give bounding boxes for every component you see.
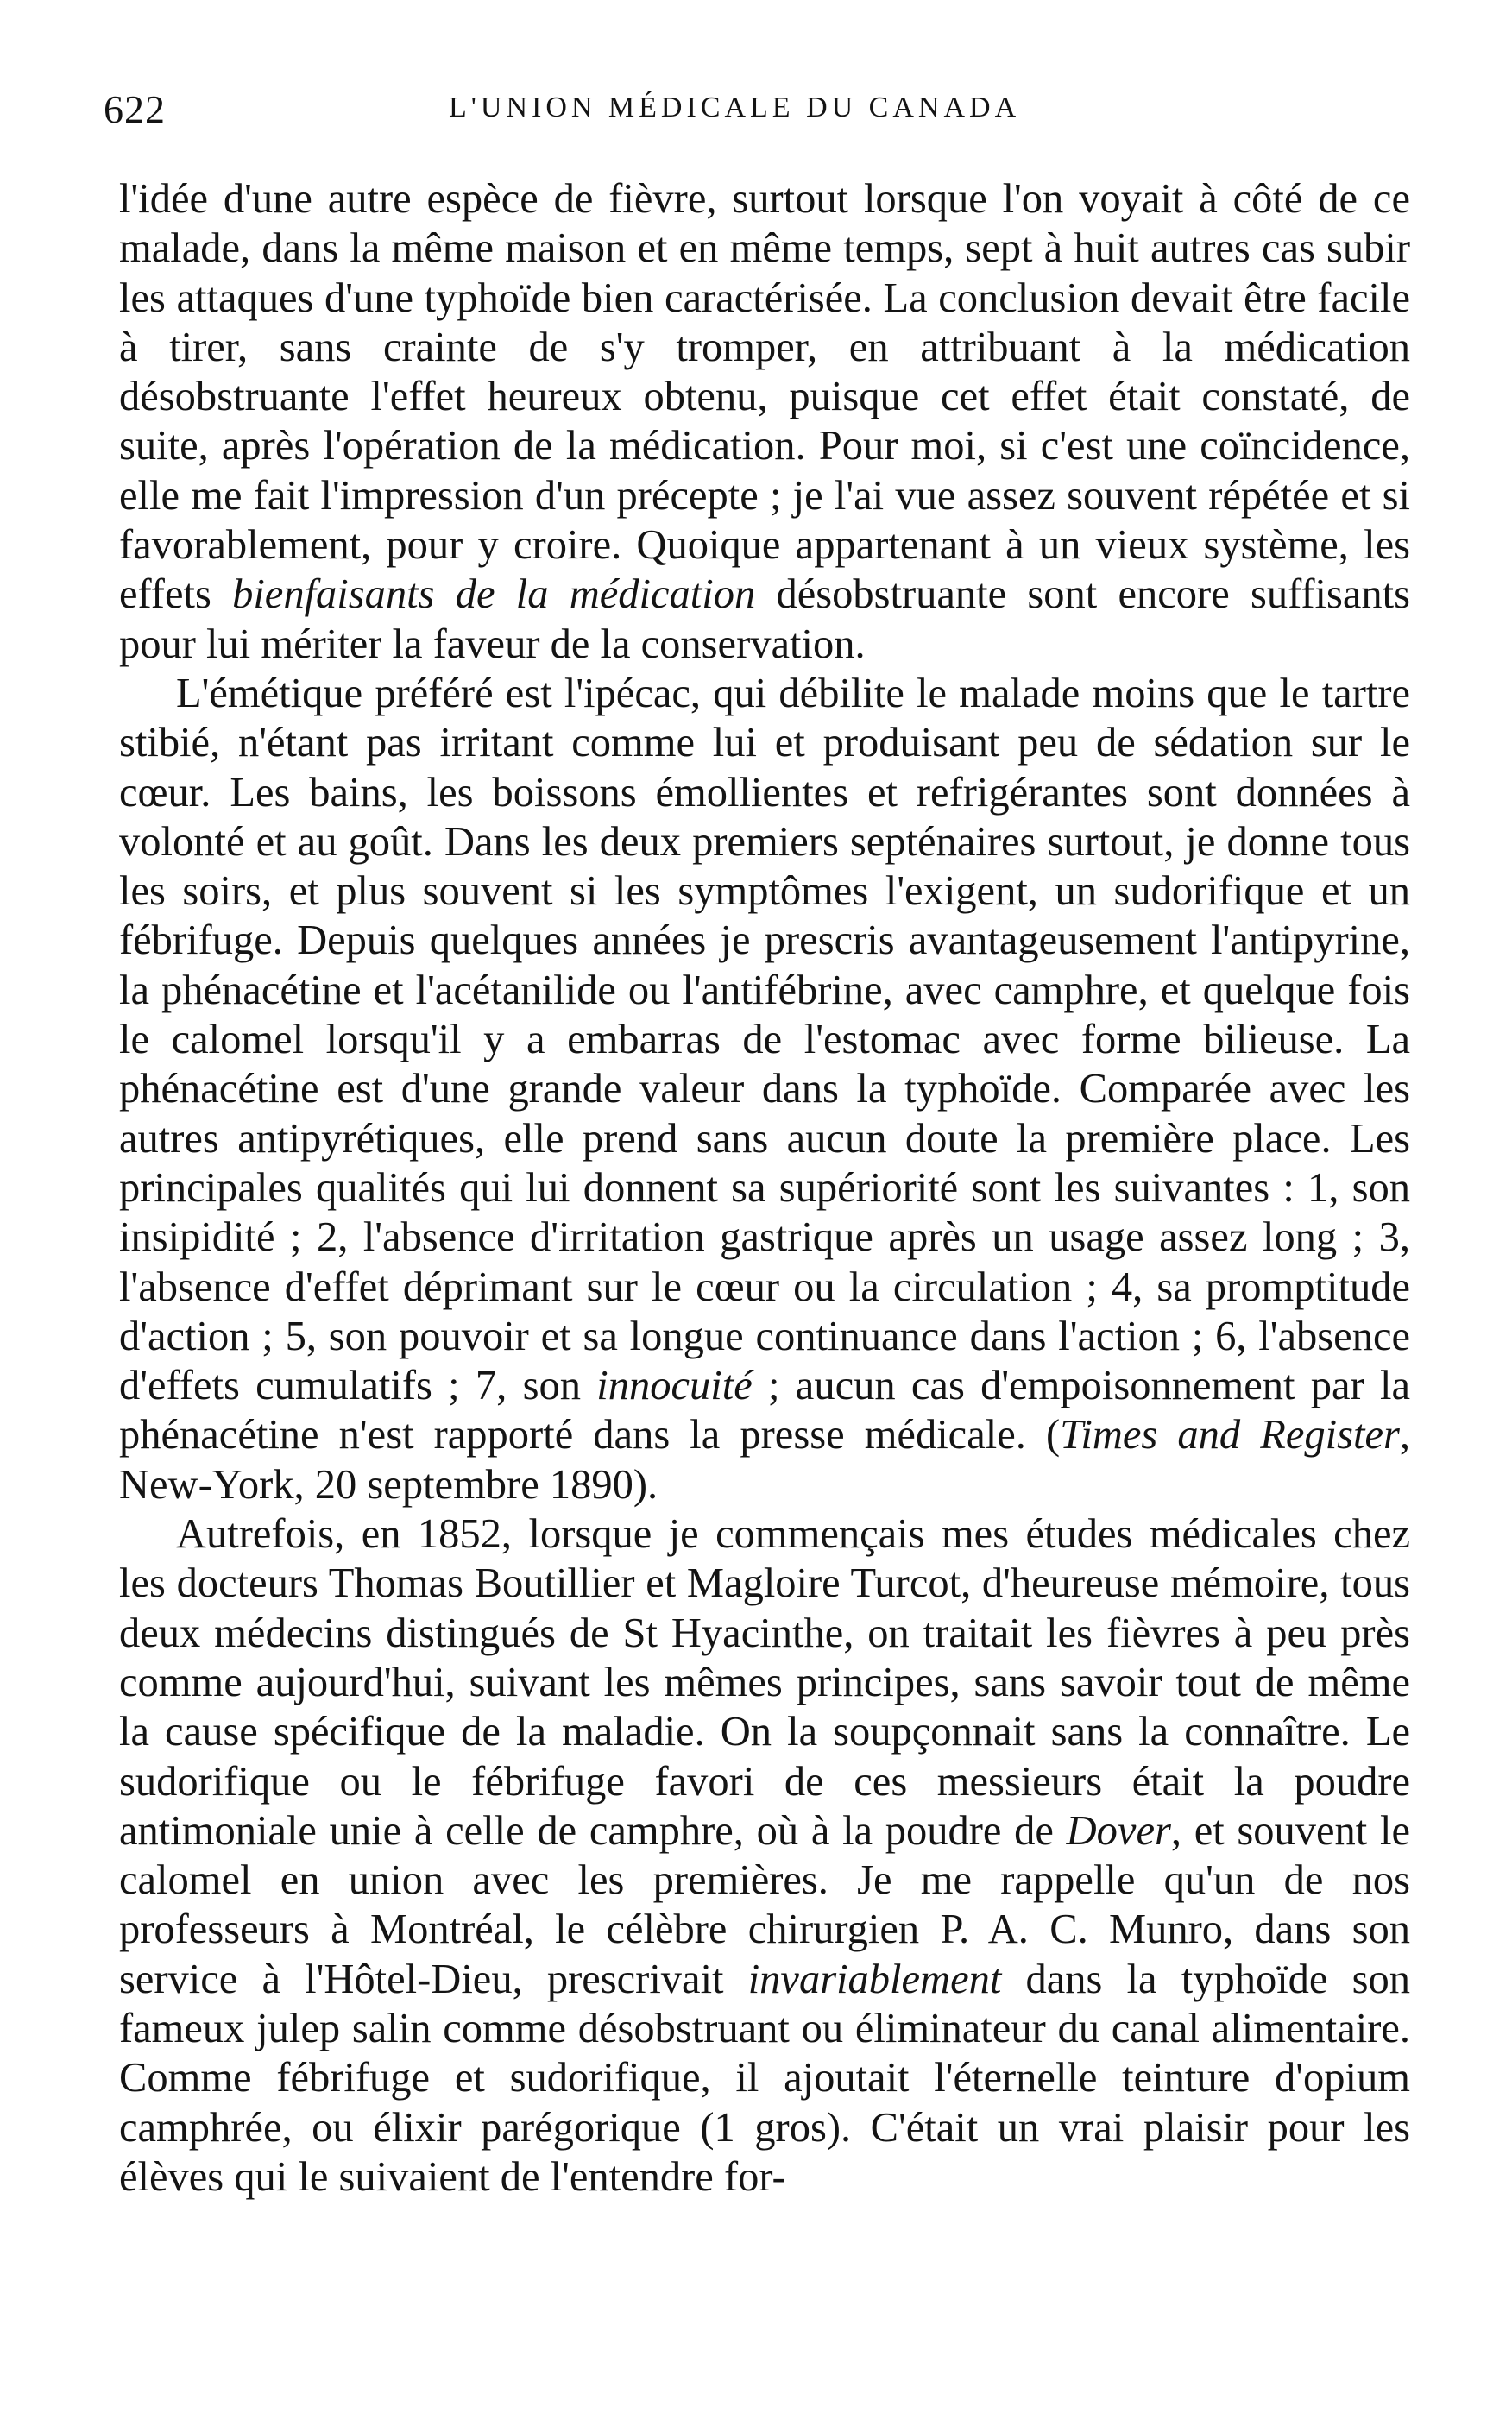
paragraph-text: , New-York, 20 septembre 1890). <box>119 1412 1410 1508</box>
paragraph-text: l'idée d'une autre espèce de fièvre, surtout lorsque l'on voyait à côté de ce malade, dans la même maison et en même temps, sept à huit autres cas subir les attaques d'une typhoïde bien caractérisée. La conclusion devait être facile à tirer, sans crainte de s'y tromper, en attribuant à la médication désobstruante l'effet heureux obtenu, puisque cet effet était constaté, de suite, après l'opération de la médication. Pour moi, si c'est une coïncidence, elle me fait l'impression d'un précepte ; je l'ai vue assez souvent répétée et si favorablement, pour y croire. Quoique appartenant à un vieux système, les effets <box>119 176 1410 618</box>
italic-text: Dover <box>1066 1807 1171 1854</box>
paragraph-continuation <box>119 174 1410 669</box>
paragraph-text: Autrefois, en 1852, lorsque je commençais mes études médicales chez les docteurs Thomas Boutillier et Magloire Turcot, d'heureuse mémoire, tous deux médecins distingués de St Hyacinthe, on traitait les fièvres à peu près comme aujourd'hui, suivant les mêmes principes, sans savoir tout de même la cause spécifique de la maladie. On la soupçonnait sans la connaître. Le sudorifique ou le fébrifuge favori de ces messieurs était la poudre antimoniale unie à celle de camphre, où à la poudre de <box>119 1511 1410 1854</box>
journal-title: L'UNION MÉDICALE DU CANADA <box>449 91 1021 123</box>
running-head <box>104 86 1415 142</box>
paragraph-autrefois <box>119 1509 1410 2202</box>
paragraph-emetique <box>119 669 1410 1509</box>
italic-text: invariablement <box>747 1956 1002 2002</box>
paragraph-text: dans la typhoïde son fameux julep salin comme désobstruant ou éliminateur du canal alimentaire. Comme fébrifuge et sudorifique, il ajoutait l'éternelle teinture d'opium camphrée, ou élixir parégorique (1 gros). C'était un vrai plaisir pour les élèves qui le suivaient de l'entendre for- <box>119 1956 1410 2200</box>
paragraph-text: , et souvent le calomel en union avec les premières. Je me rappelle qu'un de nos professeurs à Montréal, le célèbre chirurgien P. A. C. Munro, dans son service à l'Hôtel-Dieu, prescrivait <box>119 1807 1410 2002</box>
paragraph-text: ; aucun cas d'empoisonnement par la phénacétine n'est rapporté dans la presse médicale. ( <box>119 1363 1410 1459</box>
body-text <box>119 174 1410 2202</box>
italic-text: bienfaisants de la médication <box>232 571 756 618</box>
page-number: 622 <box>104 87 166 131</box>
paragraph-text: L'émétique préféré est l'ipécac, qui débilite le malade moins que le tartre stibié, n'étant pas irritant comme lui et produisant peu de sédation sur le cœur. Les bains, les boissons émollientes et refrigérantes sont données à volonté et au goût. Dans les deux premiers septénaires surtout, je donne tous les soirs, et plus souvent si les symptômes l'exigent, un sudorifique et un fébrifuge. Depuis quelques années je prescris avantageusement l'antipyrine, la phénacétine et l'acétanilide ou l'antifébrine, avec camphre, et quelque fois le calomel lorsqu'il y a embarras de l'estomac avec forme bilieuse. La phénacétine est d'une grande valeur dans la typhoïde. Comparée avec les autres antipyrétiques, elle prend sans aucun doute la première place. Les principales qualités qui lui donnent sa supériorité sont les suivantes : 1, son insipidité ; 2, l'absence d'irritation gastrique après un usage assez long ; 3, l'absence d'effet déprimant sur le cœur ou la circulation ; 4, sa promptitude d'action ; 5, son pouvoir et sa longue continuance dans l'action ; 6, l'absence d'effets cumulatifs ; 7, son <box>119 670 1410 1409</box>
italic-text: innocuité <box>596 1363 753 1409</box>
paragraph-text: désobstruante sont encore suffisants pour lui mériter la faveur de la conservation. <box>119 571 1410 667</box>
citation-title: Times and Register <box>1060 1412 1400 1459</box>
